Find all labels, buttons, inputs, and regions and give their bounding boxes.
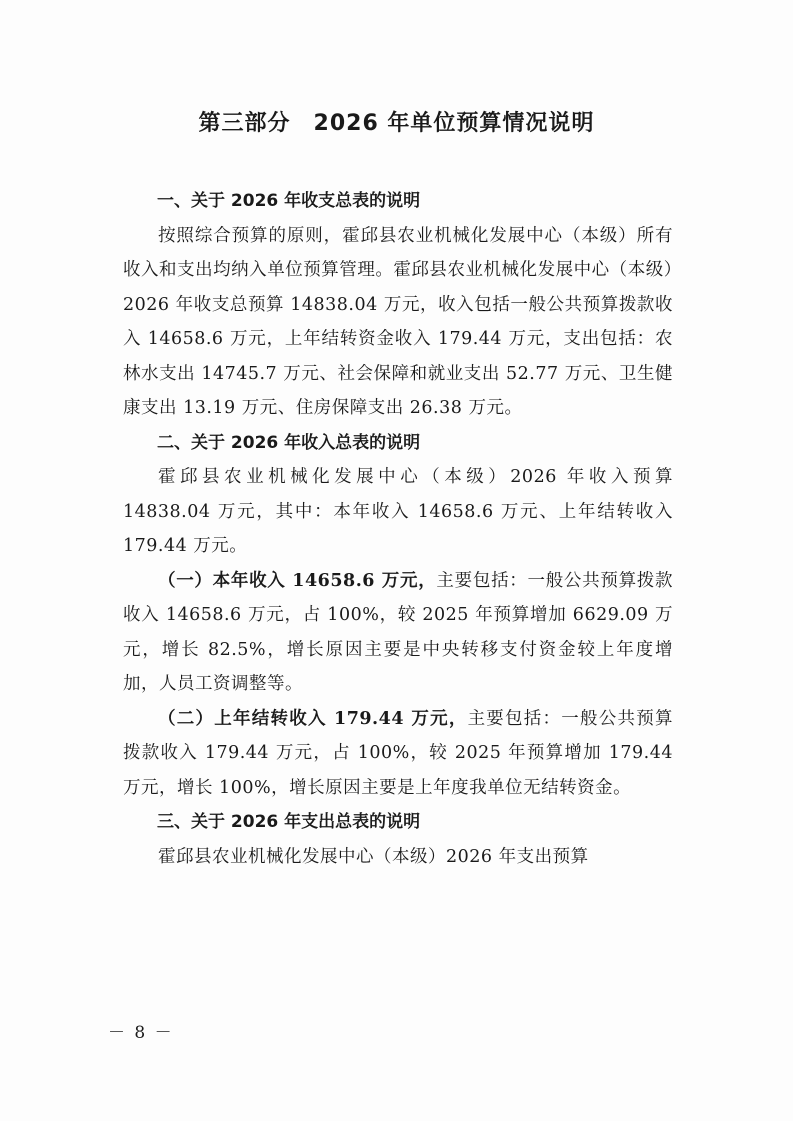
document-body (123, 184, 673, 874)
income-item-carryover-label: （二）上年结转收入 179.44 万元， (158, 708, 468, 729)
section-heading-2: 二、关于 2026 年收入总表的说明 (157, 432, 421, 453)
section-paragraph-1: 按照综合预算的原则，霍邱县农业机械化发展中心（本级）所有收入和支出均纳入单位预算管理。霍邱县农业机械化发展中心（本级）2026 年收支总预算 14838.04 万元，收入包括一般公共预算拨款收入 14658.6 万元，上年结转资金收入 179.44 万元，支出包括：农林水支出 14745.7 万元、社会保障和就业支出 52.77 万元、卫生健康支出 13.19 万元、住房保障支出 26.38 万元。 (123, 225, 673, 418)
income-item-current-year-text: 主要包括：一般公共预算拨款收入 14658.6 万元，占 100%，较 2025 年预算增加 6629.09 万元，增长 82.5%，增长原因主要是中央转移支付资金较上年度增加，人员工资调整等。 (123, 570, 673, 694)
section-heading-3: 三、关于 2026 年支出总表的说明 (157, 812, 421, 832)
income-item-current-year (123, 564, 673, 702)
section-heading-1: 一、关于 2026 年收支总表的说明 (157, 191, 421, 211)
section-paragraph-2: 霍邱县农业机械化发展中心（本级）2026 年收入预算 14838.04 万元，其中：本年收入 14658.6 万元、上年结转收入 179.44 万元。 (123, 467, 673, 556)
income-item-carryover-text: 主要包括：一般公共预算拨款收入 179.44 万元，占 100%，较 2025 年预算增加 179.44 万元，增长 100%，增长原因主要是上年度我单位无结转资金。 (123, 708, 673, 798)
page-title: 第三部分 2026 年单位预算情况说明 (198, 111, 595, 136)
page-number: － 8 － (108, 1023, 174, 1043)
section-paragraph-3: 霍邱县农业机械化发展中心（本级）2026 年支出预算 (158, 846, 589, 867)
income-item-carryover (123, 702, 673, 806)
income-item-current-year-label: （一）本年收入 14658.6 万元， (158, 570, 437, 591)
